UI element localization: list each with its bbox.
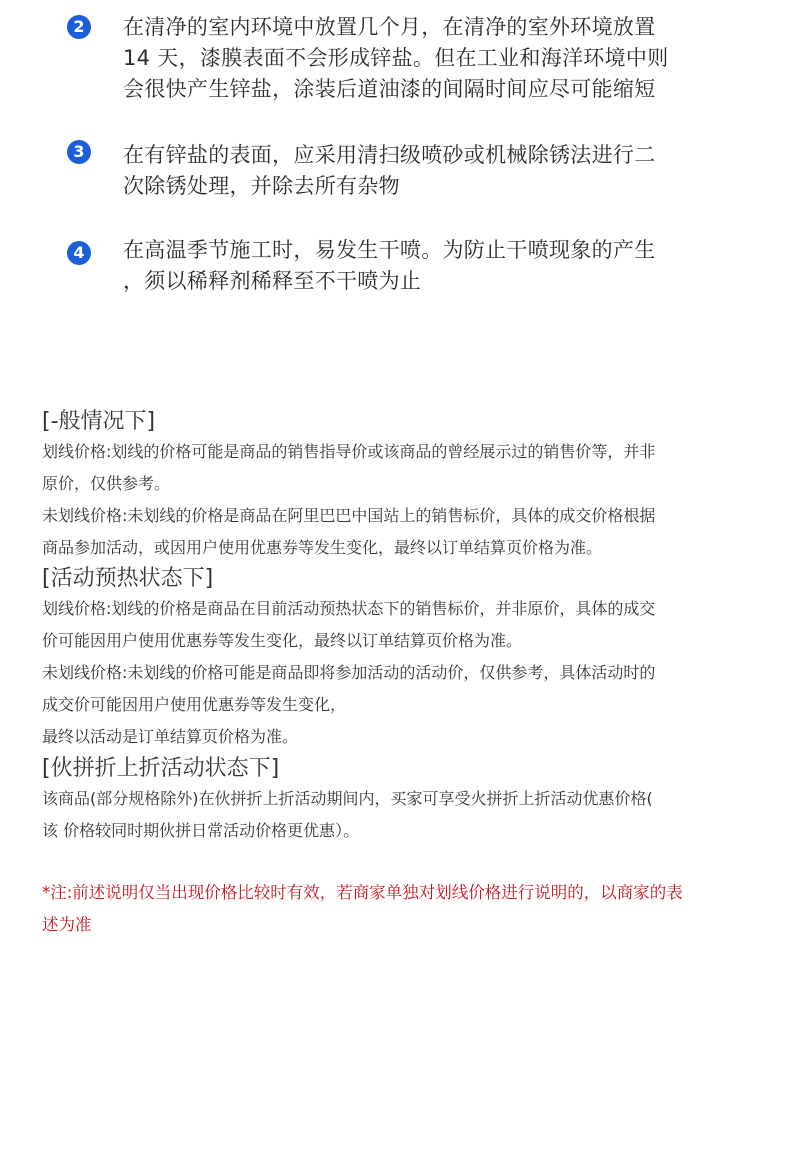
note-text-3: [123, 140, 723, 202]
section-line: 原价，仅供参考。: [42, 474, 171, 493]
section-line: 未划线价格:未划线的价格是商品在阿里巴巴中国站上的销售标价，具体的成交价格根据: [42, 506, 656, 525]
section-line: 商品参加活动，或因用户使用优惠券等发生变化，最终以订单结算页价格为准。: [42, 538, 603, 557]
note-text-4: [123, 235, 723, 297]
section-line: 最终以活动是订单结算页价格为准。: [42, 727, 299, 746]
section-line: 该商品(部分规格除外)在伙拼折上折活动期间内，买家可享受火拼折上折活动优惠价格(: [42, 789, 653, 808]
section-title: [伙拼折上折活动状态下]: [42, 756, 280, 781]
number-badge-2: 2: [67, 15, 91, 39]
note-line: 14 天，漆膜表面不会形成锌盐。但在工业和海洋环境中则: [123, 46, 669, 70]
section-line: 划线价格:划线的价格可能是商品的销售指导价或该商品的曾经展示过的销售价等，并非: [42, 442, 656, 461]
note-line: 在清净的室内环境中放置几个月，在清净的室外环境放置: [123, 15, 656, 39]
section-title: [-般情况下]: [42, 409, 156, 434]
price-section-general: [42, 408, 778, 564]
footnote: [42, 877, 782, 941]
note-line: 次除锈处理，并除去所有杂物: [123, 174, 400, 198]
section-line: 划线价格:划线的价格是商品在目前活动预热状态下的销售标价，并非原价，具体的成交: [42, 599, 656, 618]
note-line: 会很快产生锌盐，涂装后道油漆的间隔时间应尽可能缩短: [123, 77, 656, 101]
number-badge-3: 3: [67, 140, 91, 164]
footnote-line: *注:前述说明仅当出现价格比较时有效，若商家单独对划线价格进行说明的，以商家的表: [42, 883, 683, 902]
section-title: [活动预热状态下]: [42, 566, 214, 591]
note-line: 在高温季节施工时，易发生干喷。为防止干喷现象的产生: [123, 238, 656, 262]
number-badge-4: 4: [67, 241, 91, 265]
section-line: 成交价可能因用户使用优惠券等发生变化，: [42, 695, 347, 714]
section-line: 该 价格较同时期伙拼日常活动价格更优惠）。: [42, 821, 360, 840]
note-text-2: [123, 12, 723, 105]
price-section-group-buy: [42, 755, 778, 847]
note-line: 在有锌盐的表面，应采用清扫级喷砂或机械除锈法进行二: [123, 143, 656, 167]
note-line: ，须以稀释剂稀释至不干喷为止: [123, 269, 422, 293]
price-section-preheat: [42, 565, 778, 753]
section-line: 未划线价格:未划线的价格可能是商品即将参加活动的活动价，仅供参考，具体活动时的: [42, 663, 656, 682]
footnote-line: 述为准: [42, 915, 92, 934]
section-line: 价可能因用户使用优惠券等发生变化，最终以订单结算页价格为准。: [42, 631, 523, 650]
